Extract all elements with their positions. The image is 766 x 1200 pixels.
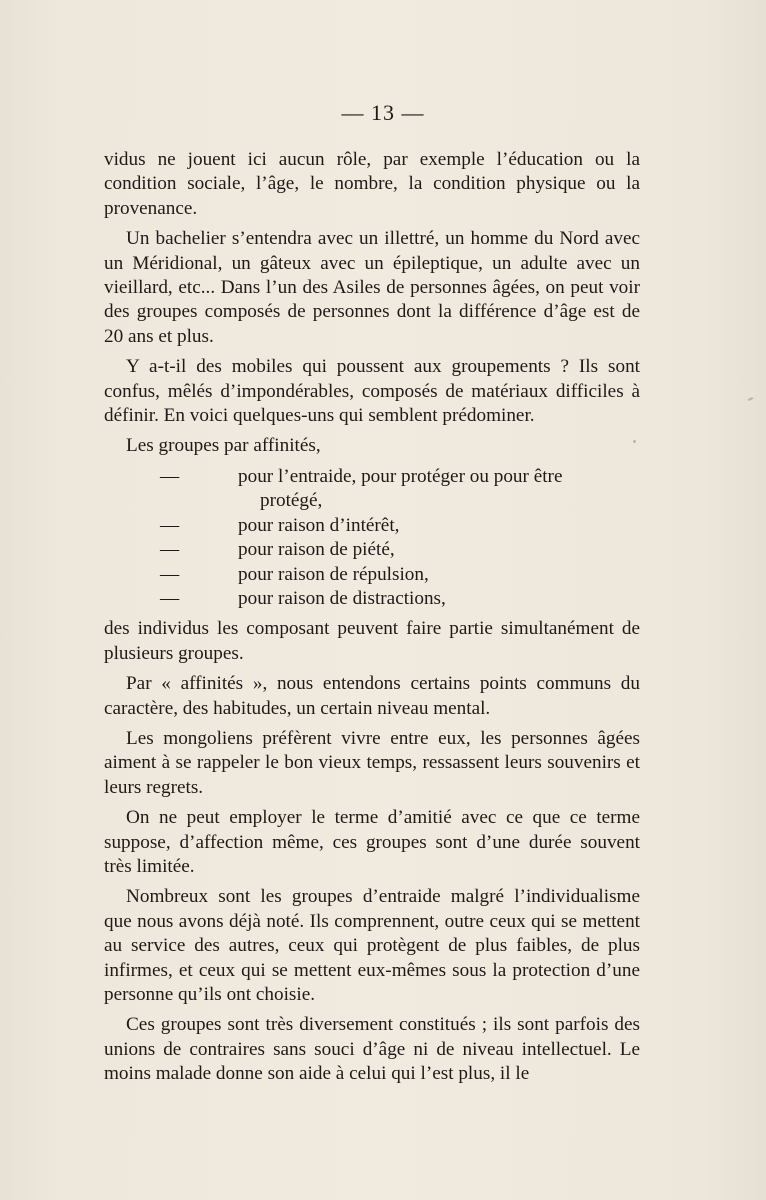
list-item [104, 587, 640, 611]
paragraph: Par « affinités », nous entendons certains points communs du caractère, des habitudes, un certain niveau mental. [104, 673, 640, 719]
list-item-text: pour raison de piété, [238, 539, 395, 561]
list-item-text: pour raison de répulsion, [238, 563, 429, 585]
list-item [104, 465, 640, 514]
paragraph: Les mongoliens préfèrent vivre entre eux, les personnes âgées aiment à se rappeler le bon vieux temps, ressassent leurs souvenirs et leurs regrets. [104, 727, 640, 798]
list-item-continuation: protégé, [260, 490, 323, 512]
list-dash: — [160, 514, 180, 536]
list-dash: — [160, 563, 180, 585]
list-item-text [238, 465, 640, 514]
body-text [104, 148, 640, 1087]
paragraph: On ne peut employer le terme d’amitié avec ce que ce terme suppose, d’affection même, ces groupes sont d’une durée souvent très limitée. [104, 807, 640, 877]
list-item [104, 514, 640, 538]
page-number: — 13 — [341, 100, 425, 125]
paragraph: Y a-t-il des mobiles qui poussent aux groupements ? Ils sont confus, mêlés d’impondérables, composés de matériaux difficiles à définir. En voici quelques-uns qui semblent prédominer. [104, 356, 640, 427]
list-item-line: pour l’entraide, pour protéger ou pour être [238, 465, 563, 487]
list-item-text: pour raison d’intérêt, [238, 514, 400, 536]
paragraph: des individus les composant peuvent faire partie simultanément de plusieurs groupes. [104, 618, 640, 664]
paragraph: Un bachelier s’entendra avec un illettré, un homme du Nord avec un Méridional, un gâteux avec un épileptique, un adulte avec un vieillard, etc... Dans l’un des Asiles de personnes âgées, on peut voir des groupes composés de personnes dont la différence d’âge est de 20 ans et plus. [104, 228, 640, 347]
list-dash: — [160, 539, 180, 561]
list-item [104, 538, 640, 562]
paragraph: vidus ne jouent ici aucun rôle, par exemple l’éducation ou la condition sociale, l’âge, le nombre, la condition physique ou la provenance. [104, 149, 640, 219]
list-dash: — [160, 465, 180, 487]
affinity-list [104, 465, 640, 611]
margin-speck [633, 440, 636, 443]
paragraph: Nombreux sont les groupes d’entraide malgré l’individualisme que nous avons déjà noté. Ils comprennent, outre ceux qui se mettent au service des autres, ceux qui protègent de plus faibles, de plus infirmes, et ceux qui se mettent eux-mêmes sous la protection d’une personne qu’ils ont choisie. [104, 886, 640, 1005]
paragraph: Ces groupes sont très diversement constitués ; ils sont parfois des unions de contraires sans souci d’âge ni de niveau intellectuel. Le moins malade donne son aide à celui qui l’est plus, il le [104, 1014, 640, 1085]
list-item [104, 563, 640, 587]
list-item-text: pour raison de distractions, [238, 587, 446, 609]
paragraph-list-intro: Les groupes par affinités, [126, 435, 321, 457]
list-dash: — [160, 587, 180, 609]
margin-speck [748, 397, 753, 401]
